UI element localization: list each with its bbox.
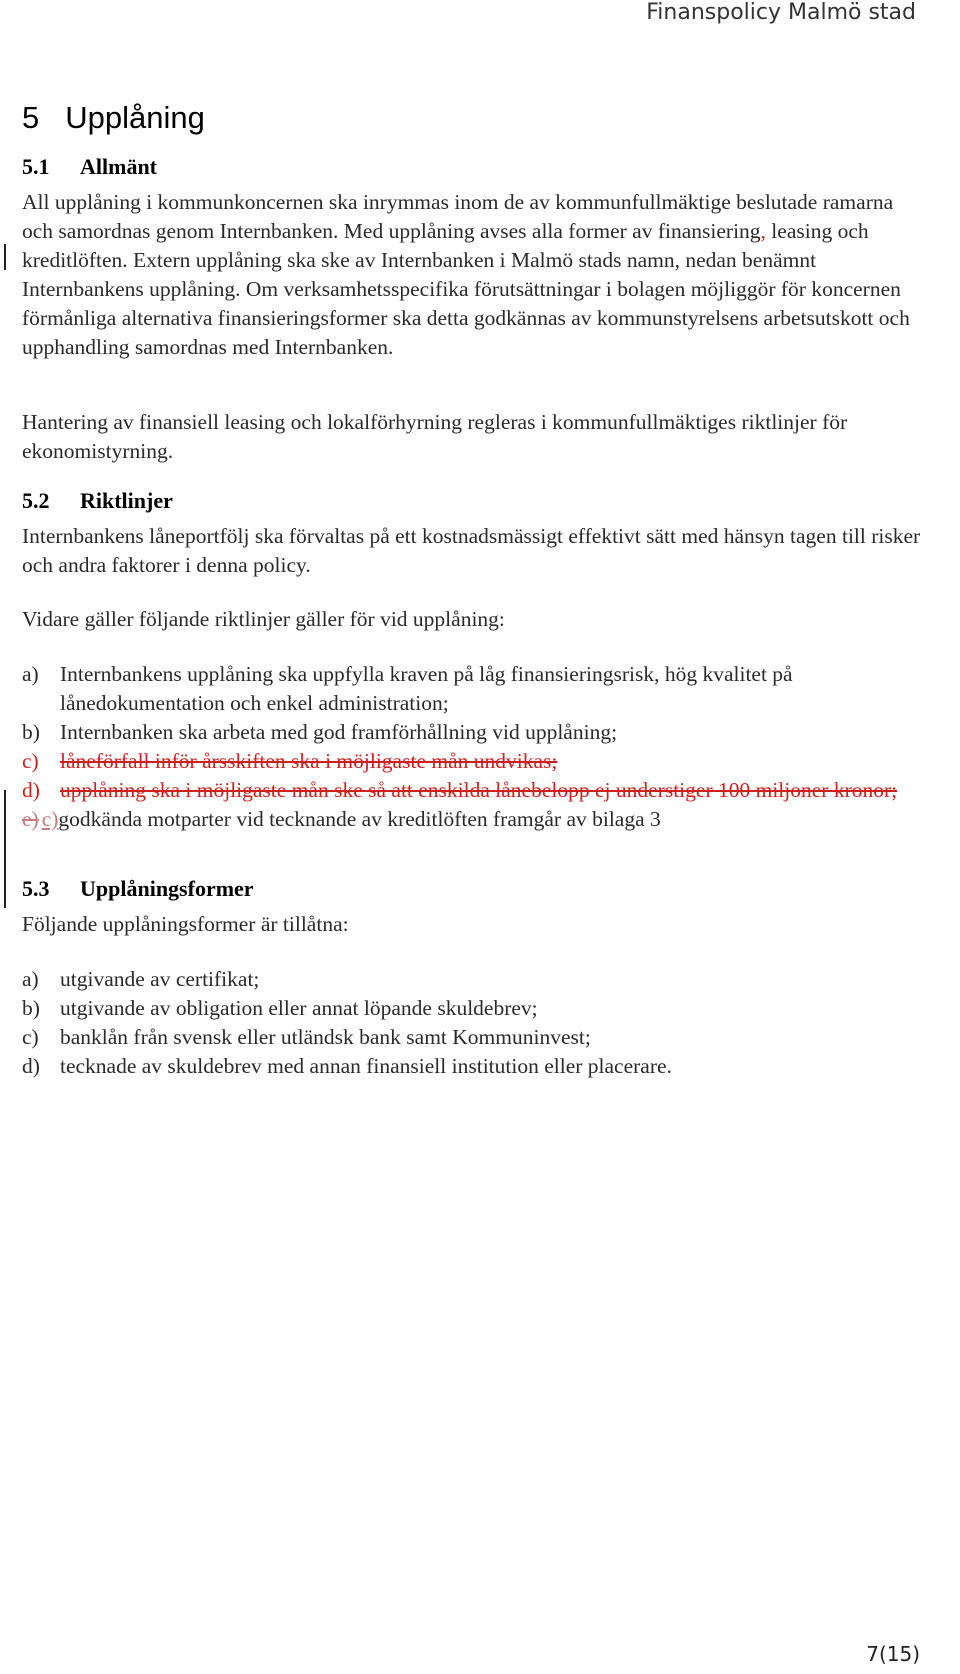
list-letter: a) [22, 662, 39, 686]
page-number: 7(15) [866, 1642, 920, 1666]
list-letter: d) [22, 1054, 40, 1078]
list-item [22, 994, 922, 1023]
chapter-title [22, 100, 205, 136]
inserted-comma: , [760, 219, 766, 243]
list-item [22, 718, 922, 747]
paragraph-upplaningsformer: Följande upplåningsformer är tillåtna: [22, 912, 349, 936]
upplaningsformer-list [22, 965, 922, 1081]
list-item-text: banklån från svensk eller utländsk bank samt Kommuninvest; [60, 1025, 591, 1049]
list-letter: c) [22, 1025, 39, 1049]
paragraph-text: All upplåning i kommunkoncernen ska inrymmas inom de av kommunfullmäktige beslutade ramarna och samordnas genom Internbanken. Med upplåning avses alla former av finansiering [22, 190, 894, 243]
paragraph-allmant-1 [22, 188, 922, 362]
section-number: 5.3 [22, 876, 50, 901]
list-letter: d) [22, 778, 40, 802]
list-letter: a) [22, 967, 39, 991]
section-heading-5-3 [22, 876, 254, 902]
list-item-text: tecknade av skuldebrev med annan finansiell institution eller placerare. [60, 1054, 672, 1078]
list-letter: b) [22, 720, 40, 744]
paragraph-allmant-2: Hantering av finansiell leasing och lokalförhyrning regleras i kommunfullmäktiges riktlinjer för ekonomistyrning. [22, 410, 848, 463]
list-item-text: utgivande av certifikat; [60, 967, 260, 991]
change-bar [4, 244, 6, 270]
list-item [22, 805, 922, 834]
list-item-text: upplåning ska i möjligaste mån ske så att enskilda lånebelopp ej understiger 100 miljoner kronor; [60, 778, 898, 802]
list-item-deleted [22, 776, 922, 805]
list-item [22, 1052, 922, 1081]
paragraph-riktlinjer-2: Vidare gäller följande riktlinjer gäller för vid upplåning: [22, 607, 505, 631]
paragraph-text: leasing och kreditlöften. Extern upplåning ska ske av Internbanken i Malmö stads namn, nedan benämnt Internbankens upplåning. Om verksamhetsspecifika förutsättningar i bolagen möjliggör för koncernen förmånliga alternativa finansieringsformer ska detta godkännas av kommunstyrelsens arbetsutskott och upphandling samordnas med Internbanken. [22, 219, 910, 359]
list-letter: c) [22, 749, 39, 773]
section-title: Riktlinjer [80, 488, 173, 513]
paragraph-riktlinjer-1: Internbankens låneportfölj ska förvaltas på ett kostnadsmässigt effektivt sätt med hänsyn tagen till risker och andra faktorer i denna policy. [22, 524, 921, 577]
list-item-text: utgivande av obligation eller annat löpande skuldebrev; [60, 996, 538, 1020]
list-item-text: Internbankens upplåning ska uppfylla kraven på låg finansieringsrisk, hög kvalitet på lånedokumentation och enkel administration; [60, 662, 793, 715]
list-letter: b) [22, 996, 40, 1020]
section-number: 5.1 [22, 154, 50, 179]
riktlinjer-list [22, 660, 922, 834]
list-letter-inserted: c) [41, 807, 59, 831]
section-title: Allmänt [80, 154, 157, 179]
list-letter-deleted: e) [22, 807, 39, 831]
list-item [22, 965, 922, 994]
chapter-number: 5 [22, 100, 40, 135]
list-item [22, 660, 922, 718]
list-item-text: låneförfall inför årsskiften ska i möjligaste mån undvikas; [60, 749, 558, 773]
change-bar [4, 790, 6, 908]
running-header: Finanspolicy Malmö stad [646, 0, 916, 25]
chapter-title-text: Upplåning [65, 100, 205, 135]
list-item [22, 1023, 922, 1052]
section-heading-5-2 [22, 488, 173, 514]
section-number: 5.2 [22, 488, 50, 513]
section-heading-5-1 [22, 154, 157, 180]
section-title: Upplåningsformer [80, 876, 254, 901]
list-item-text: Internbanken ska arbeta med god framförhållning vid upplåning; [60, 720, 618, 744]
list-item-text: godkända motparter vid tecknande av kreditlöften framgår av bilaga 3 [58, 807, 661, 831]
list-item-deleted [22, 747, 922, 776]
